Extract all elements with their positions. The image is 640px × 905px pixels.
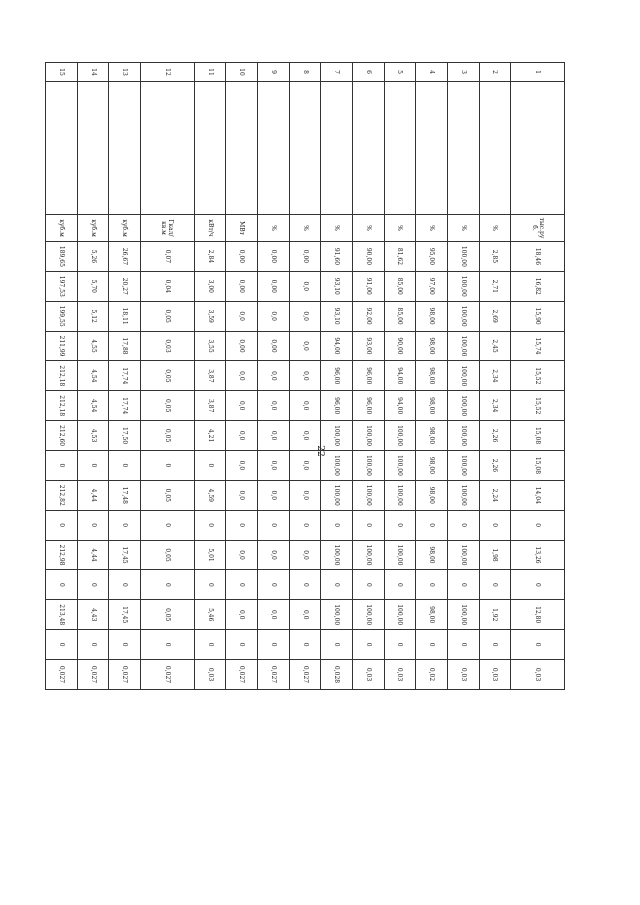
cell-value: 3,55 — [194, 331, 226, 361]
cell-value: 2,71 — [479, 271, 511, 301]
cell-value: 0 — [46, 510, 78, 540]
row-indicator — [258, 82, 290, 215]
cell-value: 0 — [194, 451, 226, 481]
cell-value: 4,53 — [77, 421, 109, 451]
table-row — [194, 63, 226, 690]
cell-value: 4,59 — [194, 480, 226, 510]
row-unit: % — [289, 215, 321, 242]
cell-value: 0 — [226, 630, 258, 660]
row-indicator — [353, 82, 385, 215]
cell-value: 100,00 — [447, 540, 479, 570]
cell-value: 5,26 — [77, 242, 109, 272]
cell-value: 0 — [77, 570, 109, 600]
row-number: 2 — [479, 63, 511, 82]
cell-value: 94,00 — [384, 391, 416, 421]
table-row — [479, 63, 511, 690]
cell-value: 1,92 — [479, 600, 511, 630]
cell-value: 0,0 — [226, 301, 258, 331]
table-row — [109, 63, 141, 690]
cell-value: 90,00 — [384, 331, 416, 361]
cell-value: 100,00 — [353, 540, 385, 570]
cell-value: 0,027 — [226, 660, 258, 690]
cell-value: 3,87 — [194, 391, 226, 421]
cell-value: 96,00 — [353, 361, 385, 391]
cell-value: 100,00 — [447, 242, 479, 272]
row-number: 9 — [258, 63, 290, 82]
cell-value: 189,65 — [46, 242, 78, 272]
cell-value: 100,00 — [353, 451, 385, 481]
cell-value: 0,0 — [289, 451, 321, 481]
cell-value: 3,87 — [194, 361, 226, 391]
cell-value: 0 — [321, 510, 353, 540]
cell-value: 0 — [321, 570, 353, 600]
row-indicator — [511, 82, 565, 215]
row-unit: % — [321, 215, 353, 242]
row-number: 5 — [384, 63, 416, 82]
table-row — [353, 63, 385, 690]
row-number: 7 — [321, 63, 353, 82]
cell-value: 15,08 — [511, 451, 565, 481]
cell-value: 15,52 — [511, 361, 565, 391]
indicators-table — [45, 62, 565, 690]
cell-value: 0,05 — [141, 361, 195, 391]
cell-value: 4,21 — [194, 421, 226, 451]
cell-value: 4,44 — [77, 480, 109, 510]
row-indicator — [77, 82, 109, 215]
cell-value: 100,00 — [384, 600, 416, 630]
cell-value: 0,0 — [226, 361, 258, 391]
row-indicator — [384, 82, 416, 215]
cell-value: 2,34 — [479, 361, 511, 391]
cell-value: 2,45 — [479, 331, 511, 361]
cell-value: 0 — [353, 630, 385, 660]
cell-value: 14,04 — [511, 480, 565, 510]
table-row — [226, 63, 258, 690]
cell-value: 98,00 — [416, 301, 448, 331]
cell-value: 0,00 — [258, 271, 290, 301]
cell-value: 0 — [289, 510, 321, 540]
cell-value: 0,00 — [258, 242, 290, 272]
cell-value: 2,26 — [479, 451, 511, 481]
cell-value: 100,00 — [447, 480, 479, 510]
cell-value: 0,0 — [289, 421, 321, 451]
cell-value: 0 — [109, 570, 141, 600]
row-number: 6 — [353, 63, 385, 82]
cell-value: 12,80 — [511, 600, 565, 630]
cell-value: 0,05 — [141, 600, 195, 630]
cell-value: 0,0 — [226, 540, 258, 570]
cell-value: 0 — [447, 630, 479, 660]
cell-value: 197,53 — [46, 271, 78, 301]
cell-value: 0 — [109, 451, 141, 481]
cell-value: 15,52 — [511, 391, 565, 421]
table-row — [46, 63, 78, 690]
row-unit: % — [353, 215, 385, 242]
cell-value: 100,00 — [384, 480, 416, 510]
cell-value: 0,0 — [289, 361, 321, 391]
cell-value: 98,00 — [416, 480, 448, 510]
cell-value: 100,00 — [447, 301, 479, 331]
cell-value: 13,26 — [511, 540, 565, 570]
cell-value: 100,00 — [353, 480, 385, 510]
cell-value: 0,05 — [141, 480, 195, 510]
cell-value: 0 — [258, 570, 290, 600]
cell-value: 17,74 — [109, 361, 141, 391]
cell-value: 0,0 — [258, 451, 290, 481]
cell-value: 4,54 — [77, 361, 109, 391]
cell-value: 0,02 — [416, 660, 448, 690]
row-indicator — [289, 82, 321, 215]
row-indicator — [141, 82, 195, 215]
row-unit: % — [479, 215, 511, 242]
cell-value: 0,05 — [141, 301, 195, 331]
cell-value: 100,00 — [447, 331, 479, 361]
cell-value: 0,027 — [258, 660, 290, 690]
cell-value: 0,00 — [226, 242, 258, 272]
cell-value: 100,00 — [384, 421, 416, 451]
cell-value: 100,00 — [321, 451, 353, 481]
cell-value: 0 — [226, 510, 258, 540]
cell-value: 0,0 — [258, 600, 290, 630]
cell-value: 0,0 — [289, 271, 321, 301]
cell-value: 199,55 — [46, 301, 78, 331]
row-indicator — [416, 82, 448, 215]
cell-value: 0 — [321, 630, 353, 660]
table-row — [77, 63, 109, 690]
row-number: 12 — [141, 63, 195, 82]
cell-value: 0,05 — [141, 421, 195, 451]
page-number: 22 — [315, 445, 325, 457]
cell-value: 4,55 — [77, 331, 109, 361]
cell-value: 3,59 — [194, 301, 226, 331]
cell-value: 0,0 — [258, 480, 290, 510]
cell-value: 0 — [447, 510, 479, 540]
row-unit: куб.м — [109, 215, 141, 242]
cell-value: 92,00 — [353, 301, 385, 331]
cell-value: 0,0 — [258, 361, 290, 391]
cell-value: 0 — [194, 630, 226, 660]
cell-value: 0 — [447, 570, 479, 600]
cell-value: 93,10 — [321, 301, 353, 331]
table-row — [447, 63, 479, 690]
row-indicator — [321, 82, 353, 215]
row-indicator — [46, 82, 78, 215]
table-row — [384, 63, 416, 690]
cell-value: 0 — [77, 510, 109, 540]
cell-value: 0,05 — [141, 540, 195, 570]
cell-value: 0,0 — [226, 480, 258, 510]
cell-value: 100,00 — [447, 391, 479, 421]
cell-value: 17,45 — [109, 540, 141, 570]
cell-value: 90,00 — [353, 242, 385, 272]
cell-value: 0 — [511, 630, 565, 660]
cell-value: 96,00 — [321, 391, 353, 421]
cell-value: 98,00 — [416, 451, 448, 481]
cell-value: 0 — [194, 570, 226, 600]
cell-value: 0 — [46, 630, 78, 660]
cell-value: 17,48 — [109, 480, 141, 510]
cell-value: 15,90 — [511, 301, 565, 331]
cell-value: 17,50 — [109, 421, 141, 451]
cell-value: 2,85 — [479, 242, 511, 272]
cell-value: 3,00 — [194, 271, 226, 301]
cell-value: 18,11 — [109, 301, 141, 331]
cell-value: 0 — [141, 451, 195, 481]
cell-value: 17,45 — [109, 600, 141, 630]
cell-value: 0,0 — [289, 391, 321, 421]
cell-value: 98,00 — [416, 421, 448, 451]
cell-value: 0,00 — [289, 242, 321, 272]
cell-value: 0,07 — [141, 242, 195, 272]
table-row — [258, 63, 290, 690]
cell-value: 93,00 — [353, 331, 385, 361]
row-indicator — [226, 82, 258, 215]
cell-value: 16,82 — [511, 271, 565, 301]
cell-value: 0 — [77, 451, 109, 481]
row-number: 10 — [226, 63, 258, 82]
cell-value: 5,46 — [194, 600, 226, 630]
cell-value: 94,00 — [321, 331, 353, 361]
row-unit: % — [384, 215, 416, 242]
cell-value: 0 — [416, 630, 448, 660]
row-indicator — [194, 82, 226, 215]
cell-value: 0 — [479, 630, 511, 660]
cell-value: 0 — [109, 510, 141, 540]
cell-value: 0 — [479, 510, 511, 540]
cell-value: 98,00 — [416, 361, 448, 391]
row-unit: тыс.руб. — [511, 215, 565, 242]
cell-value: 0 — [77, 630, 109, 660]
cell-value: 100,00 — [447, 421, 479, 451]
cell-value: 0,0 — [289, 540, 321, 570]
cell-value: 213,48 — [46, 600, 78, 630]
cell-value: 98,00 — [416, 391, 448, 421]
cell-value: 94,00 — [384, 361, 416, 391]
row-unit: % — [258, 215, 290, 242]
cell-value: 212,60 — [46, 421, 78, 451]
cell-value: 0 — [511, 570, 565, 600]
cell-value: 0,027 — [109, 660, 141, 690]
row-number: 3 — [447, 63, 479, 82]
cell-value: 0,03 — [353, 660, 385, 690]
cell-value: 0 — [226, 570, 258, 600]
cell-value: 0 — [258, 630, 290, 660]
cell-value: 5,70 — [77, 271, 109, 301]
cell-value: 18,46 — [511, 242, 565, 272]
cell-value: 211,99 — [46, 331, 78, 361]
cell-value: 20,27 — [109, 271, 141, 301]
cell-value: 98,00 — [416, 331, 448, 361]
cell-value: 0,03 — [447, 660, 479, 690]
cell-value: 0 — [194, 510, 226, 540]
cell-value: 0 — [384, 510, 416, 540]
cell-value: 1,98 — [479, 540, 511, 570]
cell-value: 2,24 — [479, 480, 511, 510]
cell-value: 0,05 — [141, 391, 195, 421]
table-row — [511, 63, 565, 690]
cell-value: 96,00 — [321, 361, 353, 391]
cell-value: 0 — [289, 630, 321, 660]
cell-value: 4,44 — [77, 540, 109, 570]
row-indicator — [479, 82, 511, 215]
cell-value: 100,00 — [447, 361, 479, 391]
cell-value: 0,0 — [258, 391, 290, 421]
cell-value: 100,00 — [321, 540, 353, 570]
cell-value: 0 — [141, 630, 195, 660]
table-row — [416, 63, 448, 690]
cell-value: 0,03 — [194, 660, 226, 690]
cell-value: 26,67 — [109, 242, 141, 272]
cell-value: 0 — [511, 510, 565, 540]
cell-value: 212,18 — [46, 361, 78, 391]
cell-value: 98,00 — [416, 600, 448, 630]
cell-value: 0 — [289, 570, 321, 600]
cell-value: 95,00 — [416, 242, 448, 272]
cell-value: 100,00 — [321, 421, 353, 451]
cell-value: 0,00 — [226, 331, 258, 361]
cell-value: 0,03 — [511, 660, 565, 690]
cell-value: 0,03 — [384, 660, 416, 690]
cell-value: 0,03 — [479, 660, 511, 690]
cell-value: 98,00 — [416, 540, 448, 570]
row-indicator — [109, 82, 141, 215]
cell-value: 100,00 — [353, 600, 385, 630]
cell-value: 0 — [384, 570, 416, 600]
cell-value: 91,60 — [321, 242, 353, 272]
row-number: 15 — [46, 63, 78, 82]
cell-value: 0,0 — [226, 451, 258, 481]
cell-value: 212,18 — [46, 391, 78, 421]
cell-value: 0,0 — [258, 301, 290, 331]
cell-value: 0,027 — [141, 660, 195, 690]
cell-value: 0,027 — [77, 660, 109, 690]
row-number: 14 — [77, 63, 109, 82]
cell-value: 85,00 — [384, 271, 416, 301]
table-body — [46, 63, 565, 690]
cell-value: 15,08 — [511, 421, 565, 451]
table-row — [289, 63, 321, 690]
cell-value: 4,43 — [77, 600, 109, 630]
row-number: 11 — [194, 63, 226, 82]
cell-value: 5,01 — [194, 540, 226, 570]
cell-value: 100,00 — [321, 480, 353, 510]
cell-value: 0,028 — [321, 660, 353, 690]
cell-value: 0 — [416, 510, 448, 540]
cell-value: 0 — [46, 570, 78, 600]
row-number: 13 — [109, 63, 141, 82]
cell-value: 0,00 — [258, 331, 290, 361]
cell-value: 0 — [416, 570, 448, 600]
cell-value: 97,00 — [416, 271, 448, 301]
cell-value: 0,027 — [289, 660, 321, 690]
cell-value: 0,0 — [226, 391, 258, 421]
row-indicator — [447, 82, 479, 215]
cell-value: 0,03 — [141, 331, 195, 361]
cell-value: 0,0 — [258, 540, 290, 570]
cell-value: 15,74 — [511, 331, 565, 361]
cell-value: 212,98 — [46, 540, 78, 570]
cell-value: 100,00 — [447, 451, 479, 481]
cell-value: 100,00 — [384, 540, 416, 570]
cell-value: 0,0 — [289, 301, 321, 331]
table-row — [141, 63, 195, 690]
row-number: 1 — [511, 63, 565, 82]
cell-value: 100,00 — [447, 600, 479, 630]
cell-value: 91,00 — [353, 271, 385, 301]
cell-value: 100,00 — [353, 421, 385, 451]
row-number: 4 — [416, 63, 448, 82]
cell-value: 0 — [109, 630, 141, 660]
cell-value: 100,00 — [384, 451, 416, 481]
rotated-table-wrapper — [45, 62, 565, 690]
row-unit: кВт/ч — [194, 215, 226, 242]
cell-value: 0 — [46, 451, 78, 481]
row-unit: куб.м — [46, 215, 78, 242]
cell-value: 0 — [353, 510, 385, 540]
cell-value: 17,88 — [109, 331, 141, 361]
cell-value: 17,74 — [109, 391, 141, 421]
cell-value: 2,26 — [479, 421, 511, 451]
cell-value: 81,62 — [384, 242, 416, 272]
cell-value: 0,00 — [226, 271, 258, 301]
cell-value: 0 — [479, 570, 511, 600]
cell-value: 96,00 — [353, 391, 385, 421]
cell-value: 0 — [258, 510, 290, 540]
cell-value: 0,027 — [46, 660, 78, 690]
cell-value: 0,04 — [141, 271, 195, 301]
cell-value: 0 — [353, 570, 385, 600]
row-unit: МВт — [226, 215, 258, 242]
row-unit: куб.м — [77, 215, 109, 242]
cell-value: 5,12 — [77, 301, 109, 331]
cell-value: 2,69 — [479, 301, 511, 331]
cell-value: 0,0 — [289, 331, 321, 361]
cell-value: 4,54 — [77, 391, 109, 421]
cell-value: 212,82 — [46, 480, 78, 510]
cell-value: 0 — [141, 570, 195, 600]
cell-value: 0,0 — [226, 421, 258, 451]
row-unit: % — [416, 215, 448, 242]
cell-value: 0,0 — [289, 480, 321, 510]
cell-value: 2,34 — [479, 391, 511, 421]
cell-value: 0,0 — [226, 600, 258, 630]
cell-value: 85,00 — [384, 301, 416, 331]
cell-value: 0 — [384, 630, 416, 660]
cell-value: 0,0 — [289, 600, 321, 630]
cell-value: 93,10 — [321, 271, 353, 301]
row-number: 8 — [289, 63, 321, 82]
row-unit: Гкал/кв.м — [141, 215, 195, 242]
cell-value: 0,0 — [258, 421, 290, 451]
cell-value: 100,00 — [321, 600, 353, 630]
cell-value: 0 — [141, 510, 195, 540]
row-unit: % — [447, 215, 479, 242]
table-row — [321, 63, 353, 690]
cell-value: 100,00 — [447, 271, 479, 301]
cell-value: 2,84 — [194, 242, 226, 272]
